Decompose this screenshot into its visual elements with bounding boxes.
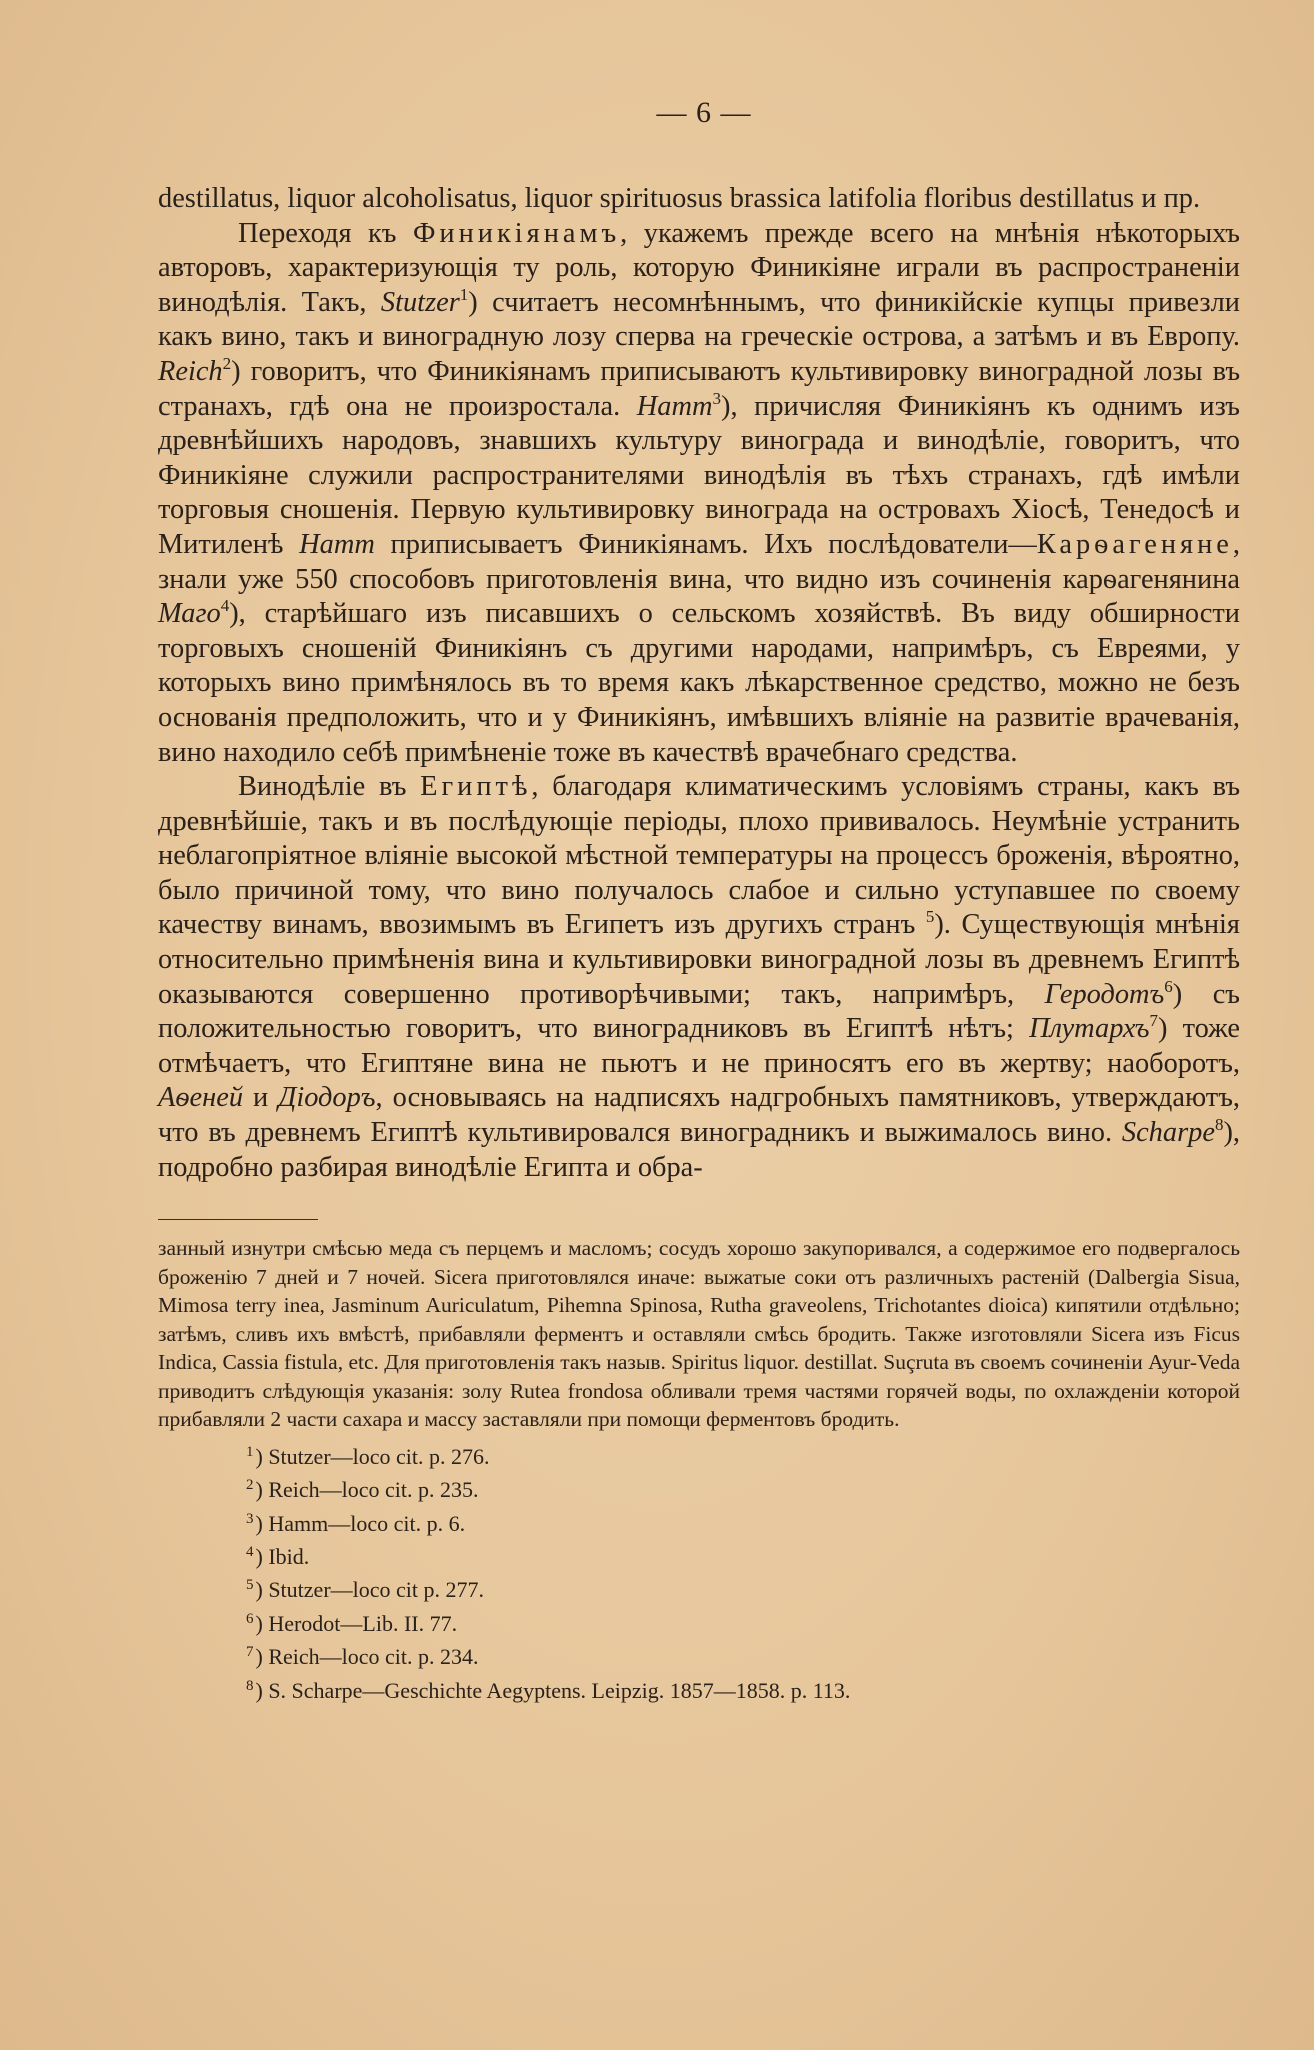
- footnote-citation: ) Stutzer—loco cit. p. 276.: [255, 1443, 490, 1469]
- author-hamm-second: Hamm: [299, 528, 375, 560]
- footnote-ref-7[interactable]: 7: [1149, 1011, 1158, 1031]
- footnote-item: [246, 1538, 1240, 1571]
- footnote-ref-1[interactable]: 1: [459, 284, 469, 304]
- spaced-term-phoenicians: Финикіянамъ: [412, 217, 621, 249]
- footnote-item: [246, 1471, 1240, 1504]
- footnote-list: [158, 1438, 1240, 1705]
- text-run: ) говоритъ, что Финикіянамъ приписываютъ культивировку виноградной лозы въ странахъ, гдѣ она не произростала.: [158, 355, 1240, 422]
- author-diodorus: Діодоръ: [278, 1082, 376, 1114]
- footnote-number: 8: [246, 1677, 254, 1694]
- text-run: , знали уже 550 способовъ приготовленія вина, что видно изъ сочиненія карѳагенянина: [158, 528, 1240, 595]
- footnote-number: 4: [246, 1543, 254, 1560]
- footnote-continuation: занный изнутри смѣсью меда съ перцемъ и масломъ; сосудъ хорошо закупоривался, а содержимое его подвергалось броженію 7 дней и 7 ночей. Sicera приготовлялся иначе: выжатые соки отъ различныхъ растеній (Dalbergia Sisua, Mimosa terry inea, Jasminum Auriculatum, Pihemna Spinosa, Rutha graveolens, Trichotantes dioica) кипятили отдѣльно; затѣмъ, сливъ ихъ вмѣстѣ, прибавляли ферментъ и оставляли смѣсь бродить. Также изготовляли Sicera изъ Ficus Indica, Cassia fistula, etc. Для приготовленія такъ назыв. Spiritus liquor. destillat. Suçruta въ своемъ сочиненіи Ayur-Veda приводитъ слѣдующія указанія: золу Rutea frondosa обливали тремя частями горячей воды, по охлажденіи которой прибавляли 2 части сахара и массу заставляли при помощи ферментовъ бродить.: [158, 1236, 1240, 1432]
- text-run: ), причисляя Финикіянъ къ однимъ изъ древнѣйшихъ народовъ, знавшихъ культуру винограда и винодѣліе, говоритъ, что Финикіяне служили распространителями винодѣлія въ тѣхъ странахъ, гдѣ имѣли торговыя сношенія. Первую культивировку винограда на островахъ Хіосѣ, Тенедосѣ и Митиленѣ: [158, 390, 1240, 560]
- text-run: , основываясь на надписяхъ надгробныхъ памятниковъ, утверждаютъ, что въ древнемъ Египтѣ культивировался виноградникъ и выжималось вино.: [158, 1082, 1240, 1149]
- footnote-ref-5[interactable]: 5: [925, 907, 935, 927]
- footnote-ref-4[interactable]: 4: [220, 596, 230, 616]
- footnote-citation: ) Hamm—loco cit. p. 6.: [255, 1510, 466, 1536]
- footnote-number: 3: [246, 1510, 254, 1527]
- footnote-item: [246, 1672, 1240, 1705]
- footnote-number: 5: [246, 1577, 254, 1594]
- footnote-item: [246, 1638, 1240, 1671]
- author-scharpe: Scharpe: [1121, 1117, 1215, 1149]
- footnote-citation: ) Herodot—Lib. II. 77.: [255, 1610, 458, 1636]
- paragraph-egypt: [158, 770, 1240, 1185]
- text-run: , укажемъ прежде всего на мнѣнія нѣкоторыхъ авторовъ, характеризующія ту роль, которую Финикіяне играли въ распространеніи винодѣлія. Такъ,: [158, 217, 1240, 318]
- footnote-ref-3[interactable]: 3: [712, 388, 722, 408]
- text-run: приписываетъ Финикіянамъ. Ихъ послѣдователи—: [374, 528, 1037, 560]
- author-mago: Маго: [158, 598, 221, 630]
- footnote-citation: ) Reich—loco cit. p. 235.: [255, 1477, 479, 1503]
- author-herodotus: Геродотъ: [1044, 978, 1165, 1010]
- text-run: ) тоже отмѣчаетъ, что Египтяне вина не пьютъ и не приносятъ его въ жертву; наоборотъ,: [158, 1013, 1240, 1079]
- spaced-term-carthaginians: Карѳагеняне: [1036, 528, 1233, 560]
- spaced-term-egypt: Египтѣ: [420, 771, 532, 803]
- author-reich: Reich: [158, 355, 223, 387]
- text-run: Переходя къ: [238, 217, 413, 249]
- author-plutarch: Плутархъ: [1029, 1013, 1150, 1045]
- footnote-ref-8[interactable]: 8: [1214, 1115, 1224, 1135]
- author-hamm: Hamm: [636, 390, 713, 422]
- footnote-number: 7: [246, 1644, 254, 1661]
- author-athenaeus: Аѳеней: [158, 1082, 244, 1114]
- text-run: ), старѣйшаго изъ писавшихъ о сельскомъ хозяйствѣ. Въ виду обширности торговыхъ сношеній Финикіянъ съ другими народами, напримѣръ, съ Евреями, у которыхъ вино примѣнялось въ то время какъ лѣкарственное средство, можно не безъ основанія предположить, что и у Финикіянъ, имѣвшихъ вліяніе на развитіе врачеванія, вино находило себѣ примѣненіе тоже въ качествѣ врачебнаго средства.: [158, 598, 1240, 768]
- footnote-divider: [158, 1219, 318, 1220]
- footnote-item: [246, 1605, 1240, 1638]
- footnote-citation: ) Ibid.: [255, 1543, 310, 1569]
- text-run: ). Существующія мнѣнія относительно примѣненія вина и культивировки виноградной лозы въ древнемъ Египтѣ оказываются совершенно противорѣчивыми; такъ, напримѣръ,: [158, 909, 1240, 1010]
- page-number: — 6 —: [656, 96, 752, 129]
- text-run: ) съ положительностью говоритъ, что виноградниковъ въ Египтѣ нѣтъ;: [158, 978, 1240, 1045]
- footnote-citation: ) Stutzer—loco cit p. 277.: [255, 1577, 485, 1603]
- paragraph-phoenicians: [158, 217, 1240, 771]
- author-stutzer: Stutzer: [380, 286, 460, 318]
- footnote-item: [246, 1505, 1240, 1538]
- footnote-citation: ) Reich—loco cit. p. 234.: [255, 1644, 479, 1670]
- text-run: , благодаря климатическимъ условіямъ страны, какъ въ древнѣйшіе, такъ и въ послѣдующіе періоды, плохо прививалось. Неумѣніе устранить неблагопріятное вліяніе высокой мѣстной температуры на процессъ броженія, вѣроятно, было причиной тому, что вино получалось слабое и сильно уступавшее по своему качеству винамъ, ввозимымъ въ Египетъ изъ другихъ странъ: [158, 771, 1240, 941]
- footnote-citation: ) S. Scharpe—Geschichte Aegyptens. Leipzig. 1857—1858. p. 113.: [255, 1677, 851, 1703]
- paragraph-continuation: destillatus, liquor alcoholisatus, liquor spirituosus brassica latifolia floribus destillatus и пр.: [158, 183, 1201, 214]
- footnote-ref-6[interactable]: 6: [1164, 976, 1173, 996]
- main-text: [158, 182, 1240, 1185]
- text-run: ), подробно разбирая винодѣліе Египта и обра-: [158, 1117, 1240, 1183]
- text-run: ) считаетъ несомнѣннымъ, что финикійскіе купцы привезли какъ вино, такъ и виноградную лозу сперва на греческіе острова, а затѣмъ и въ Европу.: [158, 286, 1240, 353]
- footnote-number: 6: [246, 1610, 254, 1627]
- footnote-item: [246, 1438, 1240, 1471]
- text-run: и: [243, 1082, 279, 1114]
- footnote-number: 1: [246, 1443, 254, 1460]
- footnote-ref-2[interactable]: 2: [222, 353, 232, 373]
- document-page: [158, 96, 1240, 1705]
- text-run: Винодѣліе въ: [238, 771, 421, 803]
- footnote-number: 2: [246, 1477, 254, 1494]
- footnote-item: [246, 1571, 1240, 1604]
